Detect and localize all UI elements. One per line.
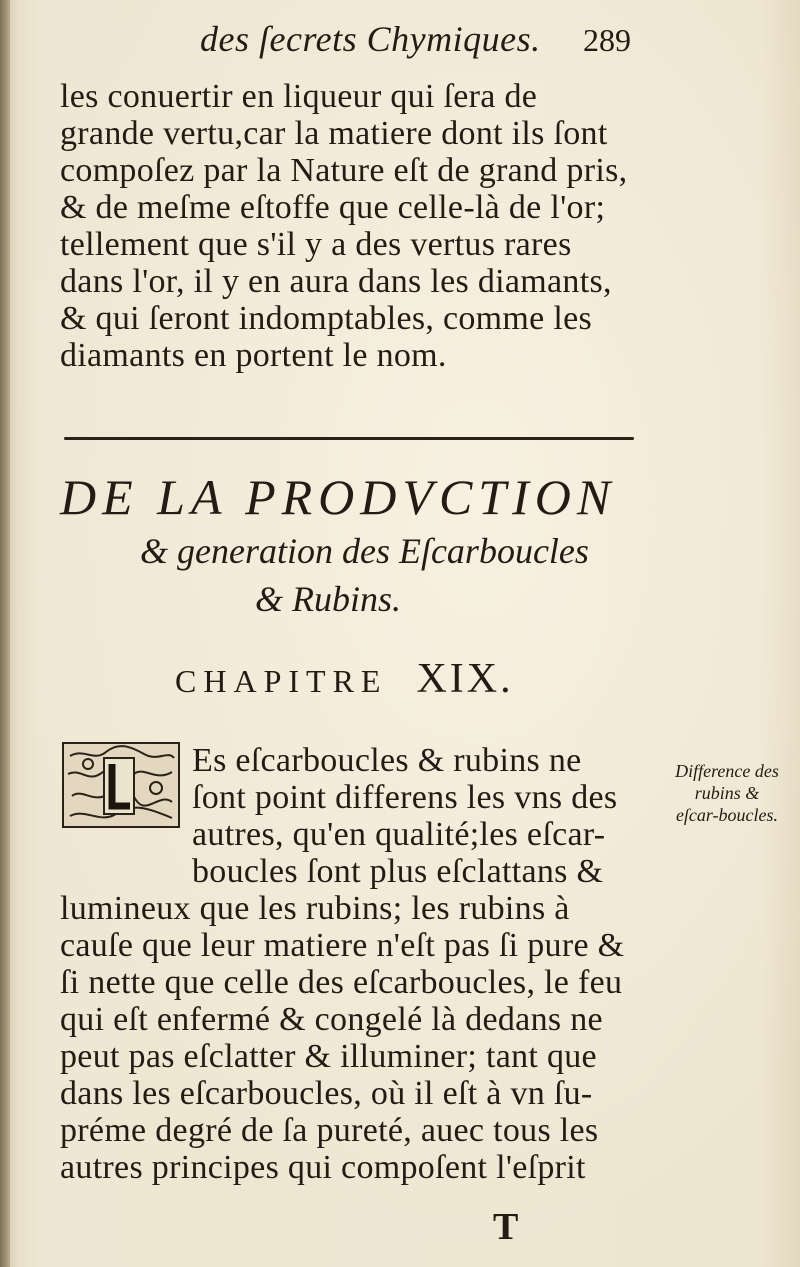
chapter-heading — [175, 655, 514, 703]
text-line: cauſe que leur matiere n'eſt pas ſi pure & — [60, 927, 625, 964]
text-line: Es eſcarboucles & rubins ne — [192, 742, 582, 779]
chapter-body — [60, 890, 624, 1186]
chapter-number: XIX. — [416, 656, 514, 702]
chapter-label: CHAPITRE — [175, 663, 388, 699]
text-line: peut pas eſclatter & illuminer; tant que — [60, 1038, 597, 1075]
margin-note: Difference des rubins & eſcar-boucles. — [675, 761, 779, 825]
top-paragraph — [60, 78, 627, 374]
text-line: dans les eſcarboucles, où il eſt à vn ſu- — [60, 1075, 593, 1112]
section-rule — [64, 437, 634, 440]
text-line: dans l'or, il y en aura dans les diamants, — [60, 263, 612, 300]
catchword: T — [493, 1206, 519, 1248]
section-subtitle: & generation des Eſcarboucles — [140, 531, 589, 571]
woodcut-initial-icon — [64, 744, 178, 826]
page-gutter — [0, 0, 10, 1267]
section-title: DE LA PRODVCTION — [60, 469, 617, 525]
text-line: ſont point differens les vns des — [192, 779, 618, 816]
ornamental-initial-l — [62, 742, 180, 828]
text-line: autres, qu'en qualité;les eſcar- — [192, 816, 606, 853]
text-line: tellement que s'il y a des vertus rares — [60, 226, 572, 263]
text-line: & qui ſeront indomptables, comme les — [60, 300, 593, 337]
text-line: compoſez par la Nature eſt de grand pris, — [60, 152, 628, 189]
text-line: les conuertir en liqueur qui ſera de — [60, 78, 538, 115]
text-line: ſi nette que celle des eſcarboucles, le feu — [60, 964, 623, 1001]
page-number: 289 — [583, 22, 631, 58]
text-line: grande vertu,car la matiere dont ils ſont — [60, 115, 608, 152]
text-line: qui eſt enfermé & congelé là dedans ne — [60, 1001, 603, 1038]
chapter-first-lines — [192, 742, 617, 890]
text-line: & de meſme eſtoffe que celle-là de l'or; — [60, 189, 606, 226]
text-line: préme degré de ſa pureté, auec tous les — [60, 1112, 599, 1149]
text-line: autres principes qui compoſent l'eſprit — [60, 1149, 586, 1186]
text-line: boucles ſont plus eſclattans & — [192, 853, 604, 890]
running-head: des ſecrets Chymiques. — [200, 19, 541, 59]
text-line: lumineux que les rubins; les rubins à — [60, 890, 570, 927]
text-line: diamants en portent le nom. — [60, 337, 447, 374]
section-subtitle: & Rubins. — [255, 579, 402, 619]
